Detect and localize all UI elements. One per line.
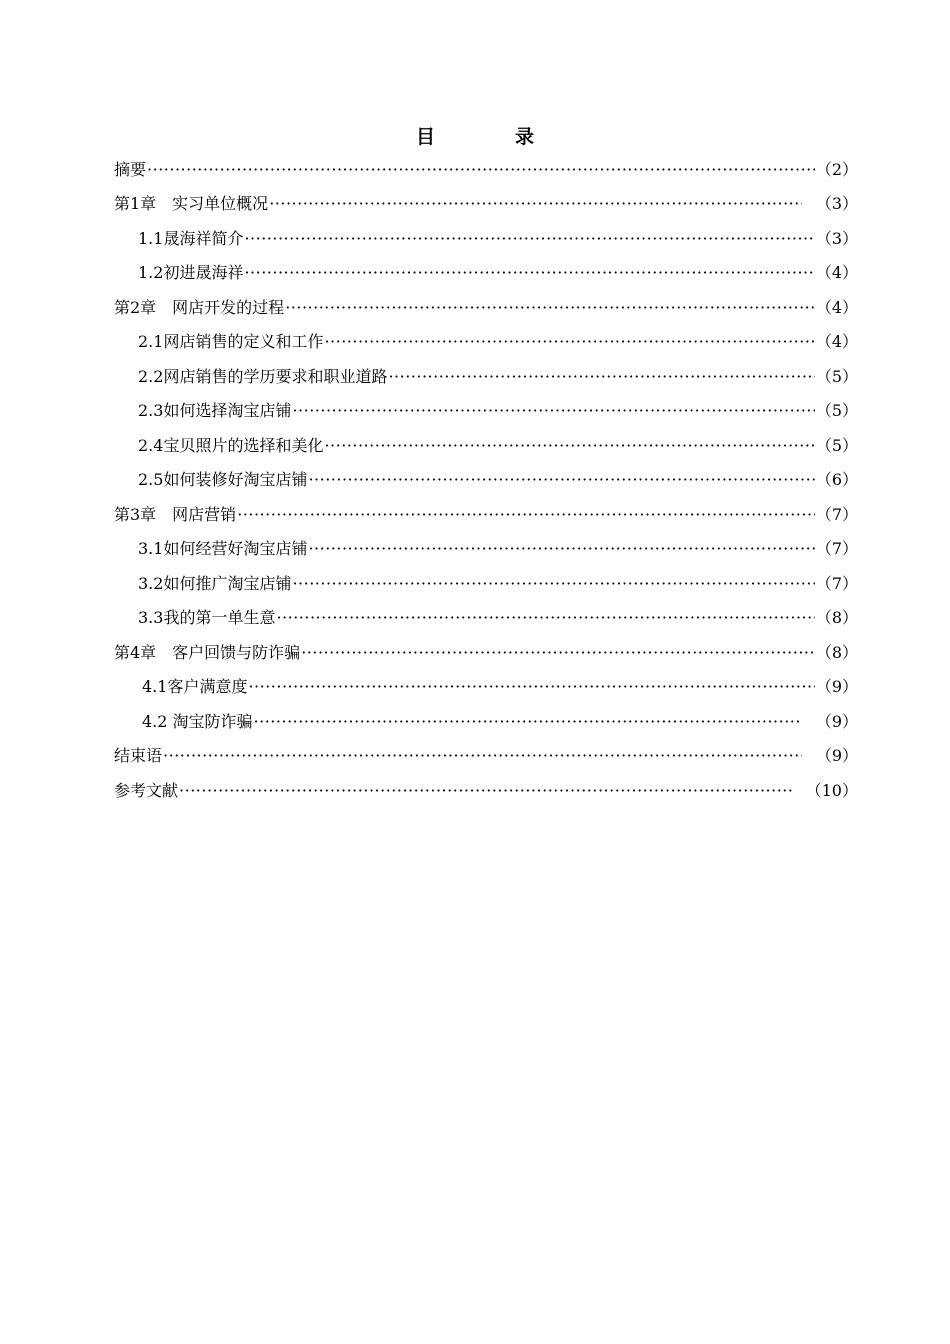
toc-entry[interactable]	[114, 739, 858, 774]
toc-entry-page: （5）	[815, 366, 858, 386]
toc-entry-label: 3.2如何推广淘宝店铺	[138, 573, 292, 593]
toc-entry[interactable]	[114, 290, 858, 325]
toc-entry[interactable]	[114, 773, 858, 808]
toc-entry-page: （7）	[815, 539, 858, 558]
toc-leader-dots	[244, 222, 814, 256]
toc-entry-page: （8）	[815, 608, 858, 627]
toc-entry-page: （9）	[815, 677, 858, 696]
table-of-contents	[114, 152, 858, 808]
toc-entry-label: 第4章 客户回馈与防诈骗	[114, 642, 301, 662]
toc-entry[interactable]	[114, 394, 858, 429]
toc-leader-dots	[292, 394, 814, 428]
toc-leader-dots	[324, 429, 814, 463]
toc-entry-label: 3.3我的第一单生意	[138, 608, 276, 627]
toc-entry-page: （9）	[815, 746, 858, 765]
toc-leader-dots	[179, 774, 792, 808]
toc-entry-label: 参考文献	[114, 780, 179, 800]
toc-entry-label: 4.2 淘宝防诈骗	[142, 711, 253, 731]
toc-entry-label: 第3章 网店营销	[114, 504, 237, 524]
toc-entry-page: （4）	[815, 332, 858, 351]
toc-entry-label: 2.4宝贝照片的选择和美化	[138, 435, 324, 455]
toc-entry-label: 第1章 实习单位概况	[114, 194, 269, 213]
toc-leader-dots	[308, 532, 814, 566]
toc-entry[interactable]	[114, 497, 858, 532]
toc-entry-label: 4.1客户满意度	[142, 677, 248, 696]
toc-entry[interactable]	[114, 187, 858, 222]
toc-title-left: 目	[415, 126, 435, 148]
toc-entry[interactable]	[114, 601, 858, 636]
toc-entry[interactable]	[114, 256, 858, 291]
toc-entry-label: 2.1网店销售的定义和工作	[138, 332, 324, 351]
toc-leader-dots	[388, 360, 814, 394]
toc-title-right: 录	[515, 126, 535, 148]
toc-entry[interactable]	[114, 152, 858, 187]
toc-leader-dots	[308, 463, 814, 497]
toc-leader-dots	[244, 256, 814, 290]
toc-leader-dots	[163, 739, 802, 773]
toc-entry-label: 2.3如何选择淘宝店铺	[138, 401, 292, 420]
toc-entry-page: （2）	[815, 159, 858, 179]
toc-entry-page: （8）	[815, 642, 858, 662]
toc-entry-label: 3.1如何经营好淘宝店铺	[138, 539, 308, 558]
toc-entry-label: 摘要	[114, 159, 147, 179]
toc-entry-page: （5）	[815, 435, 858, 455]
toc-leader-dots	[237, 498, 815, 532]
toc-entry-label: 第2章 网店开发的过程	[114, 297, 285, 317]
toc-entry-page: （3）	[815, 194, 858, 213]
toc-leader-dots	[254, 705, 802, 739]
toc-entry-page: （4）	[815, 297, 858, 317]
toc-entry-page: （3）	[815, 228, 858, 248]
toc-leader-dots	[248, 670, 814, 704]
toc-entry-label: 结束语	[114, 746, 163, 765]
toc-entry-label: 2.5如何装修好淘宝店铺	[138, 470, 308, 489]
toc-entry[interactable]	[114, 670, 858, 705]
toc-entry-page: （6）	[815, 470, 858, 489]
toc-leader-dots	[276, 601, 814, 635]
toc-entry[interactable]	[114, 532, 858, 567]
toc-entry[interactable]	[114, 221, 858, 256]
toc-leader-dots	[292, 567, 814, 601]
toc-entry-label: 2.2网店销售的学历要求和职业道路	[138, 366, 388, 386]
toc-entry[interactable]	[114, 704, 858, 739]
toc-leader-dots	[269, 187, 802, 221]
toc-entry-page: （10）	[805, 780, 858, 800]
toc-leader-dots	[324, 325, 814, 359]
toc-entry-label: 1.2初进晟海祥	[138, 263, 244, 282]
toc-entry-page: （9）	[815, 711, 858, 731]
toc-entry-page: （7）	[815, 504, 858, 524]
toc-title	[0, 122, 950, 149]
toc-leader-dots	[301, 636, 815, 670]
toc-leader-dots	[285, 291, 815, 325]
toc-entry[interactable]	[114, 635, 858, 670]
toc-entry-page: （4）	[815, 263, 858, 282]
toc-entry-page: （5）	[815, 401, 858, 420]
toc-entry-label: 1.1晟海祥简介	[138, 228, 244, 248]
toc-entry[interactable]	[114, 428, 858, 463]
toc-leader-dots	[147, 153, 815, 187]
toc-entry[interactable]	[114, 325, 858, 360]
toc-entry-page: （7）	[815, 573, 858, 593]
toc-entry[interactable]	[114, 566, 858, 601]
toc-entry[interactable]	[114, 463, 858, 498]
toc-entry[interactable]	[114, 359, 858, 394]
